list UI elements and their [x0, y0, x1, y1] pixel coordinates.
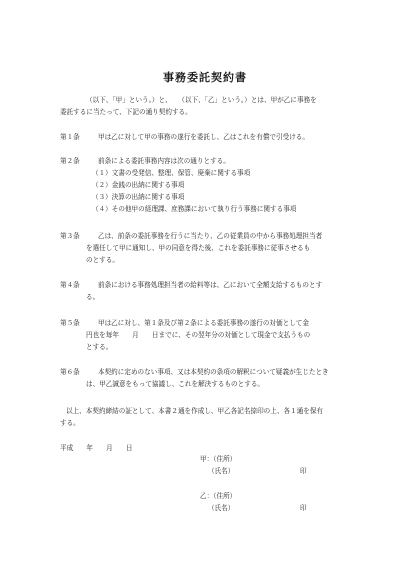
party-b-address: 乙：（住所） [200, 492, 237, 500]
article-label: 第２条 [60, 157, 80, 165]
article-text: 前条における事務処理担当者の給料等は、乙において全額支給するものとす [98, 281, 323, 289]
article-text: を選任して甲に通知し、甲の同意を得た後、これを委託事務に従事させるも [86, 244, 311, 252]
closing-line: 以上、本契約締結の証として、本書２通を作成し、甲乙各記名捺印の上、各１通を保有 [66, 407, 324, 415]
intro-line: （以下、「甲」という。）と、 （以下、「乙」という。）とは、甲が乙に事務を [86, 96, 317, 104]
article-text: 本契約に定めのない事項、又は本契約の条項の解釈について疑義が生じたとき [98, 368, 329, 376]
intro-line: 委託するに当たって、下記の通り契約する。 [60, 108, 192, 116]
date-line: 平成 年 月 日 [60, 444, 133, 452]
article-text: 甲は乙に対し、第１条及び第２条による委託事務の遂行の対価として金 [98, 319, 309, 327]
article-text: のとする。 [86, 256, 119, 264]
article-item: （１）文書の受発信、整理、保管、廃棄に関する事項 [92, 169, 251, 177]
article-text: 前条による委託事務内容は次の通りとする。 [98, 157, 230, 165]
party-a-seal: 印 [300, 467, 307, 475]
party-a-address: 甲：（住所） [200, 455, 237, 463]
article-label: 第３条 [60, 232, 80, 240]
article-text: は、甲乙誠意をもって協議し、これを解決するものとする。 [86, 380, 265, 388]
party-a-name: （氏名） [208, 467, 235, 475]
article-text: 円也を毎年 月 日までに、その翌年分の対価として現金で支払うもの [86, 331, 311, 339]
article-label: 第６条 [60, 368, 80, 376]
closing-line: する。 [60, 419, 80, 427]
article-text: る。 [86, 293, 100, 301]
article-label: 第４条 [60, 281, 80, 289]
article-text: 乙は、前条の委託事務を行うに当たり、乙の従業員の中から事務処理担当者 [98, 232, 323, 240]
article-text: 甲は乙に対して甲の事務の遂行を委託し、乙はこれを有償で引受ける。 [98, 133, 309, 141]
document-title: 事務委託契約書 [163, 71, 247, 84]
party-b-seal: 印 [300, 504, 307, 512]
article-item: （２）金銭の出納に関する事項 [92, 181, 185, 189]
article-item: （３）決算の出納に関する事項 [92, 193, 185, 201]
party-b-name: （氏名） [208, 504, 235, 512]
article-label: 第１条 [60, 133, 80, 141]
article-text: とする。 [86, 343, 113, 351]
article-item: （４）その他甲の経理課、庶務課において執り行う事務に関する事項 [92, 205, 297, 213]
article-label: 第５条 [60, 319, 80, 327]
